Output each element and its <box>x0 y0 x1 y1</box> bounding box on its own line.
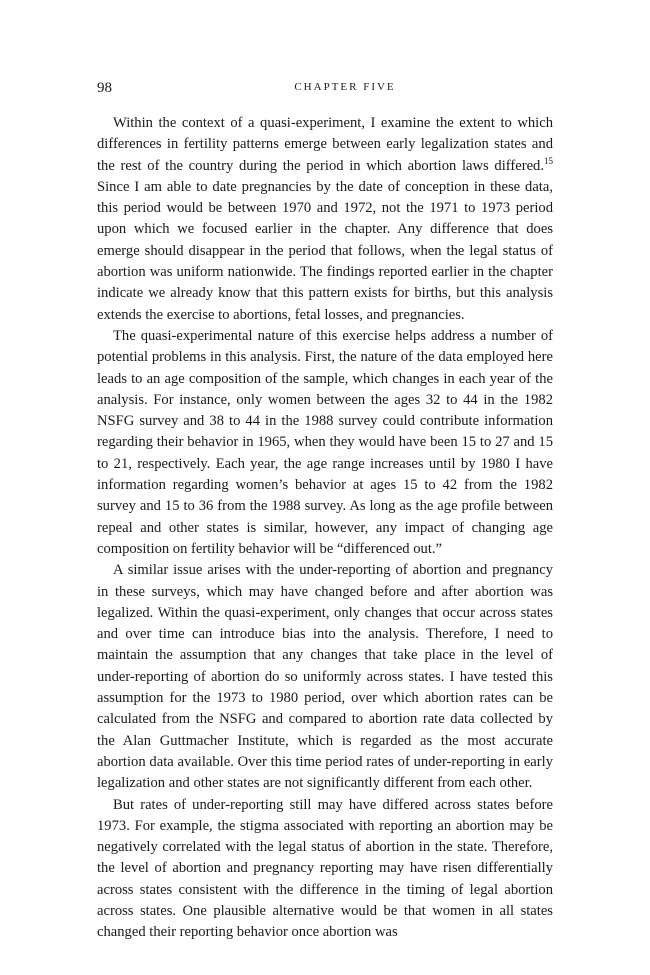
body-text <box>97 113 553 944</box>
paragraph-1-text-end: Since I am able to date pregnancies by the date of conception in these data, this period would be between 1970 and 1972, not the 1971 to 1973 period upon which we focused earlier in the chapter. Any difference that does emerge should disappear in the period that follows, when the legal status of abortion was uniform nationwide. The findings reported earlier in the chapter indicate we already know that this pattern exists for births, but this analysis extends the exercise to abortions, fetal losses, and pregnancies. <box>97 178 553 323</box>
paragraph-1-text-start: Within the context of a quasi-experiment, I examine the extent to which differences in fertility patterns emerge between early legalization states and the rest of the country during the period in which abortion laws differed. <box>97 115 553 174</box>
page-number: 98 <box>97 80 112 96</box>
paragraph-4: But rates of under-reporting still may have differed across states before 1973. For example, the stigma associated with reporting an abortion may be negatively correlated with the legal status of abortion in the state. Therefore, the level of abortion and pregnancy reporting may have risen differentially across states consistent with the difference in the timing of legal abortion across states. One plausible alternative would be that women in all states changed their reporting behavior once abortion was <box>97 796 553 941</box>
footnote-marker: 15 <box>544 155 553 166</box>
running-head: CHAPTER FIVE <box>294 81 396 93</box>
paragraph-1 <box>97 113 553 326</box>
paragraph-3: A similar issue arises with the under-reporting of abortion and pregnancy in these surveys, which may have changed before and after abortion was legalized. Within the quasi-experiment, only changes that occur across states and over time can introduce bias into the analysis. Therefore, I need to maintain the assumption that any changes that take place in the level of under-reporting of abortion do so uniformly across states. I have tested this assumption for the 1973 to 1980 period, over which abortion rates can be calculated from the NSFG and compared to abortion rate data collected by the Alan Guttmacher Institute, which is regarded as the most accurate abortion data available. Over this time period rates of under-reporting in early legalization and other states are not significantly different from each other. <box>97 562 553 792</box>
page-header <box>97 80 553 102</box>
paragraph-2: The quasi-experimental nature of this exercise helps address a number of potential problems in this analysis. First, the nature of the data employed here leads to an age composition of the sample, which changes in each year of the analysis. For instance, only women between the ages 32 to 44 in the 1982 NSFG survey and 38 to 44 in the 1988 survey could contribute information regarding their behavior in 1965, when they would have been 15 to 27 and 15 to 21, respectively. Each year, the age range increases until by 1980 I have information regarding women’s behavior at ages 15 to 42 from the 1982 survey and 15 to 36 from the 1988 survey. As long as the age profile between repeal and other states is similar, however, any impact of changing age composition on fertility behavior will be “differenced out.” <box>97 327 553 557</box>
